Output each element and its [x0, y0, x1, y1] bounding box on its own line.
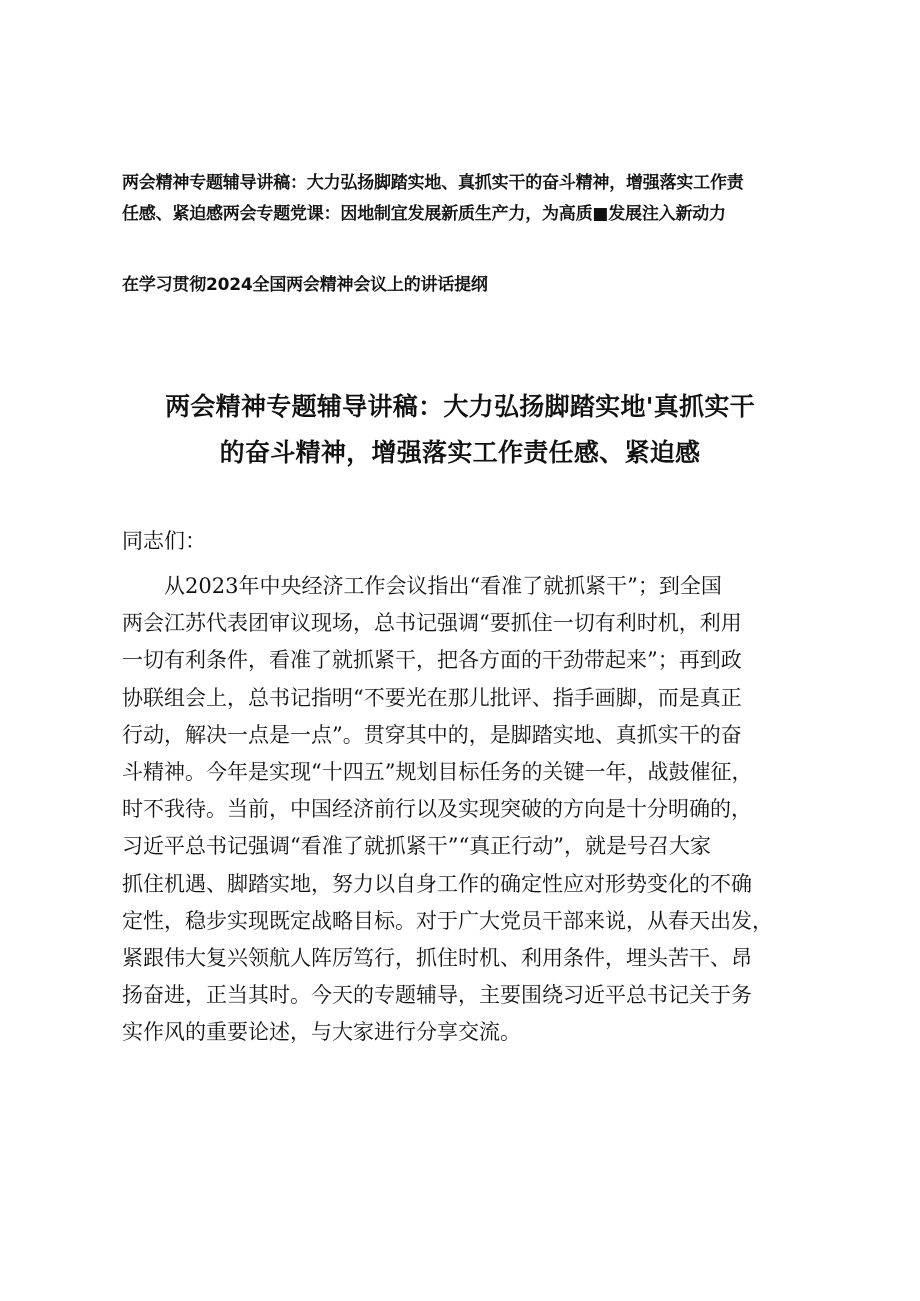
- body-line: 实作风的重要论述，与大家进行分享交流。: [122, 1020, 521, 1045]
- salutation: 同志们：: [122, 529, 206, 553]
- body-line: 扬奋进，正当其时。今天的专题辅导，主要围绕习近平总书记关于务: [122, 983, 752, 1008]
- body-paragraph: [122, 568, 812, 1052]
- body-line: 习近平总书记强调“看准了就抓紧干”“真正行动”，就是号召大家: [122, 834, 711, 859]
- body-line: 两会江苏代表团审议现场，总书记强调“要抓住一切有利时机，利用: [122, 611, 742, 636]
- toc-line: 在学习贯彻2024全国两会精神会议上的讲话提纲: [122, 275, 488, 295]
- document-title: [60, 384, 860, 476]
- body-line: 紧跟伟大复兴领航人阵厉笃行，抓住时机、利用条件，埋头苦干、昂: [122, 946, 752, 971]
- toc-spacer: [122, 230, 802, 270]
- table-of-contents: [122, 168, 802, 301]
- body-line: 从2023年中央经济工作会议指出“看准了就抓紧干”；到全国: [122, 574, 722, 598]
- body-line: 时不我待。当前，中国经济前行以及实现突破的方向是十分明确的，: [122, 797, 752, 822]
- title-line-2: 的奋斗精神，增强落实工作责任感、紧迫感: [219, 438, 701, 467]
- title-line-1: 两会精神专题辅导讲稿：大力弘扬脚踏实地'真抓实干: [165, 392, 755, 421]
- toc-line: 两会精神专题辅导讲稿：大力弘扬脚踏实地、真抓实干的奋斗精神，增强落实工作责: [122, 173, 744, 193]
- body-line: 抓住机遇、脚踏实地，努力以自身工作的确定性应对形势变化的不确: [122, 871, 752, 896]
- body-line: 斗精神。今年是实现“十四五”规划目标任务的关键一年，战鼓催征，: [122, 760, 753, 785]
- body-line: 行动，解决一点是一点”。贯穿其中的，是脚踏实地、真抓实干的奋: [122, 722, 742, 747]
- body-line: 协联组会上，总书记指明“不要光在那儿批评、指手画脚，而是真正: [122, 685, 742, 710]
- body-line: 定性，稳步实现既定战略目标。对于广大党员干部来说，从春天出发，: [122, 908, 773, 933]
- toc-line: 任感、紧迫感两会专题党课：因地制宜发展新质生产力，为高质■发展注入新动力: [122, 204, 726, 224]
- body-line: 一切有利条件，看准了就抓紧干，把各方面的干劲带起来”；再到政: [122, 648, 742, 673]
